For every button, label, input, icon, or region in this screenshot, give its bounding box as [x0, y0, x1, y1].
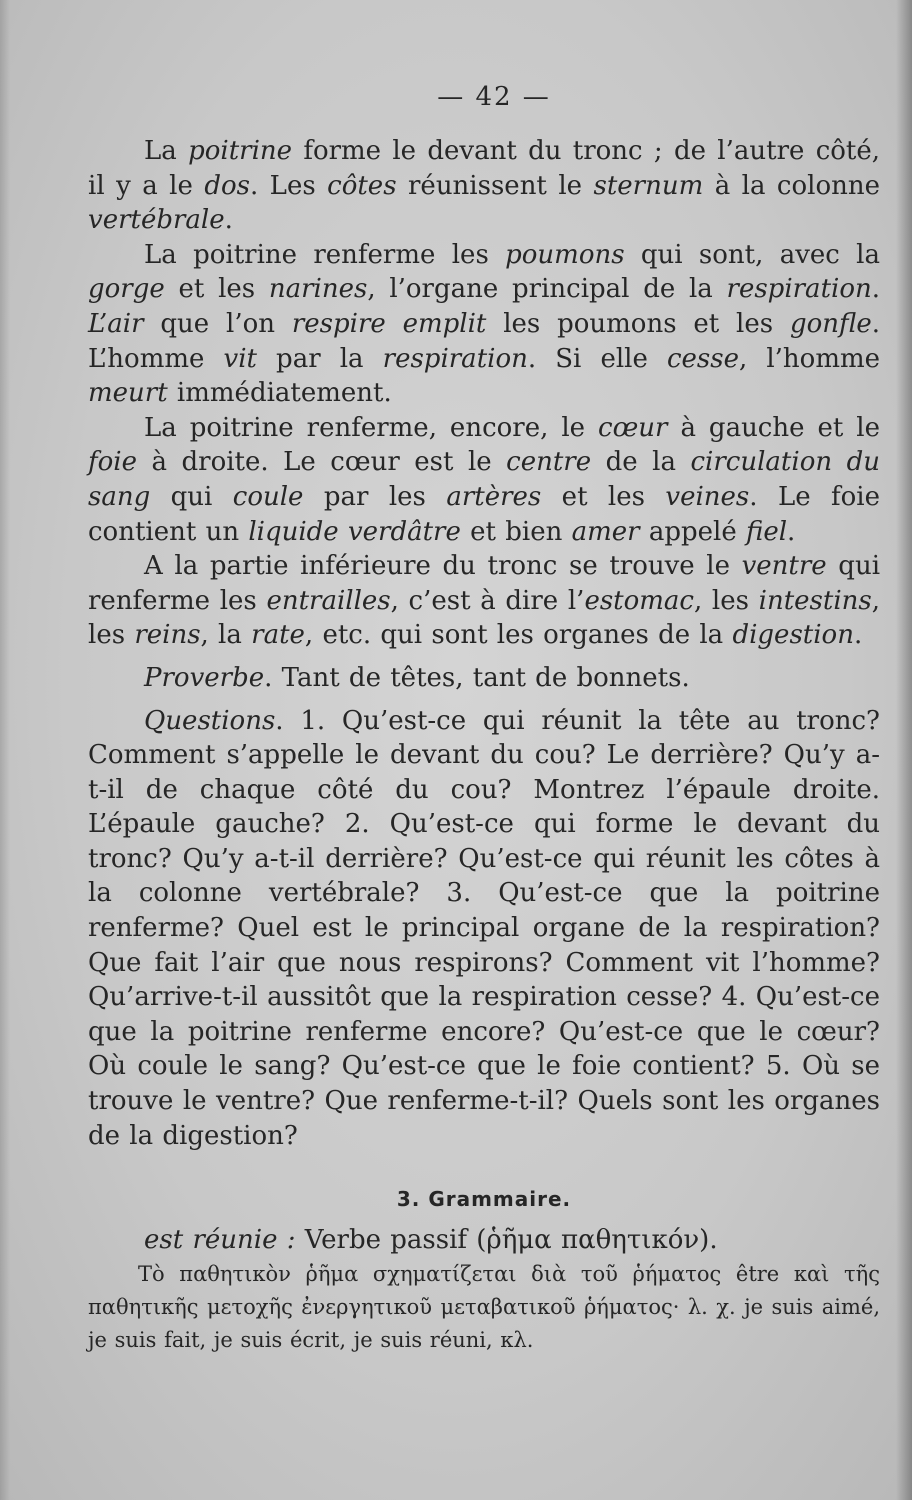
- italic-term: estomac: [584, 585, 694, 616]
- italic-term: poumons: [505, 239, 625, 270]
- italic-term: narines: [268, 274, 368, 305]
- italic-term: dos: [204, 170, 250, 201]
- italic-term: artères: [446, 481, 542, 512]
- italic-term: coule: [232, 481, 304, 512]
- italic-term: liquide verdâtre: [248, 516, 461, 547]
- section-title: 3. Grammaire.: [396, 1187, 572, 1212]
- italic-term: respiration: [382, 343, 528, 374]
- grammar-explanation: Τὸ παθητικὸν ῥῆμα σχηματίζεται διὰ τοῦ ῥήματος être καὶ τῆς παθητικῆς μετοχῆς ἐνεργητικοῦ μεταβατικοῦ ῥήματος· λ. χ. je suis aimé, je suis fait, je suis écrit, je suis réuni, κλ.: [88, 1261, 880, 1352]
- page-content: [88, 82, 880, 1357]
- italic-term: vertébrale: [88, 205, 225, 236]
- italic-term: entrailles: [266, 585, 391, 616]
- italic-term: est réunie :: [144, 1225, 296, 1256]
- italic-term: vit: [223, 343, 257, 374]
- italic-term: fiel: [746, 516, 788, 547]
- italic-term: côtes: [327, 170, 397, 201]
- italic-term: cesse: [666, 343, 739, 374]
- italic-term: sternum: [593, 170, 704, 201]
- italic-term: gorge: [88, 274, 165, 305]
- italic-term: digestion: [732, 620, 854, 651]
- italic-term: respire: [291, 308, 386, 339]
- italic-term: rate: [251, 620, 305, 651]
- italic-term: meurt: [88, 378, 168, 409]
- paragraph-coeur: La poitrine renferme, encore, le cœur à gauche et le foie à droite. Le cœur est le centre de la circulation du sang qui coule par les artères et les veines. Le foie contient un liquide verdâtre et bien amer appelé fiel.: [88, 412, 880, 547]
- paragraph-poitrine: La poitrine forme le devant du tronc ; de l’autre côté, il y a le dos. Les côtes réunissent le sternum à la colonne vertébrale.: [88, 136, 881, 236]
- grammar-heading-line: est réunie : Verbe passif (ῥῆμα παθητικόν).: [144, 1225, 718, 1256]
- page-shadow-right: [896, 0, 912, 1500]
- page-shadow-left: [0, 0, 10, 1500]
- italic-term: Proverbe: [144, 662, 265, 693]
- italic-term: veines: [665, 481, 750, 512]
- questions: Questions. 1. Qu’est-ce qui réunit la tête au tronc? Comment s’appelle le devant du cou? Le derrière? Qu’y a-t-il de chaque côté du cou? Montrez l’épaule droite. L’épaule gauche? 2. Qu’est-ce qui forme le devant du tronc? Qu’y a-t-il derrière? Qu’est-ce qui réunit les côtes à la colonne vertébrale? 3. Qu’est-ce que la poitrine renferme? Quel est le principal organe de la respiration? Que fait l’air que nous respirons? Comment vit l’homme? Qu’arrive-t-il aussitôt que la respiration cesse? 4. Qu’est-ce que la poitrine renferme encore? Qu’est-ce que le cœur? Où coule le sang? Qu’est-ce que le foie contient? 5. Où se trouve le ventre? Que renferme-t-il? Quels sont les organes de la digestion?: [88, 705, 880, 1151]
- paragraph-poumons: La poitrine renferme les poumons qui sont, avec la gorge et les narines, l’organe principal de la respiration. L’air que l’on respire emplit les poumons et les gonfle. L’homme vit par la respiration. Si elle cesse, l’homme meurt immédiatement.: [88, 239, 881, 409]
- italic-term: foie: [88, 447, 137, 478]
- italic-term: Questions: [144, 705, 276, 736]
- italic-term: reins: [134, 620, 201, 651]
- proverb: Proverbe. Tant de têtes, tant de bonnets.: [144, 662, 690, 693]
- italic-term: circulation du sang: [88, 447, 880, 512]
- italic-term: poitrine: [188, 136, 293, 166]
- italic-term: L’air: [88, 308, 144, 339]
- italic-term: emplit: [402, 308, 487, 339]
- italic-term: gonfle: [789, 308, 872, 339]
- italic-term: centre: [506, 447, 592, 478]
- italic-term: ventre: [741, 551, 827, 582]
- italic-term: intestins: [758, 585, 872, 616]
- italic-term: cœur: [598, 412, 668, 443]
- paragraph-ventre: A la partie inférieure du tronc se trouve le ventre qui renferme les entrailles, c’est à dire l’estomac, les intestins, les reins, la rate, etc. qui sont les organes de la digestion.: [88, 551, 881, 651]
- italic-term: amer: [571, 516, 640, 547]
- page-number: — 42 —: [437, 82, 551, 112]
- italic-term: respiration: [726, 274, 872, 305]
